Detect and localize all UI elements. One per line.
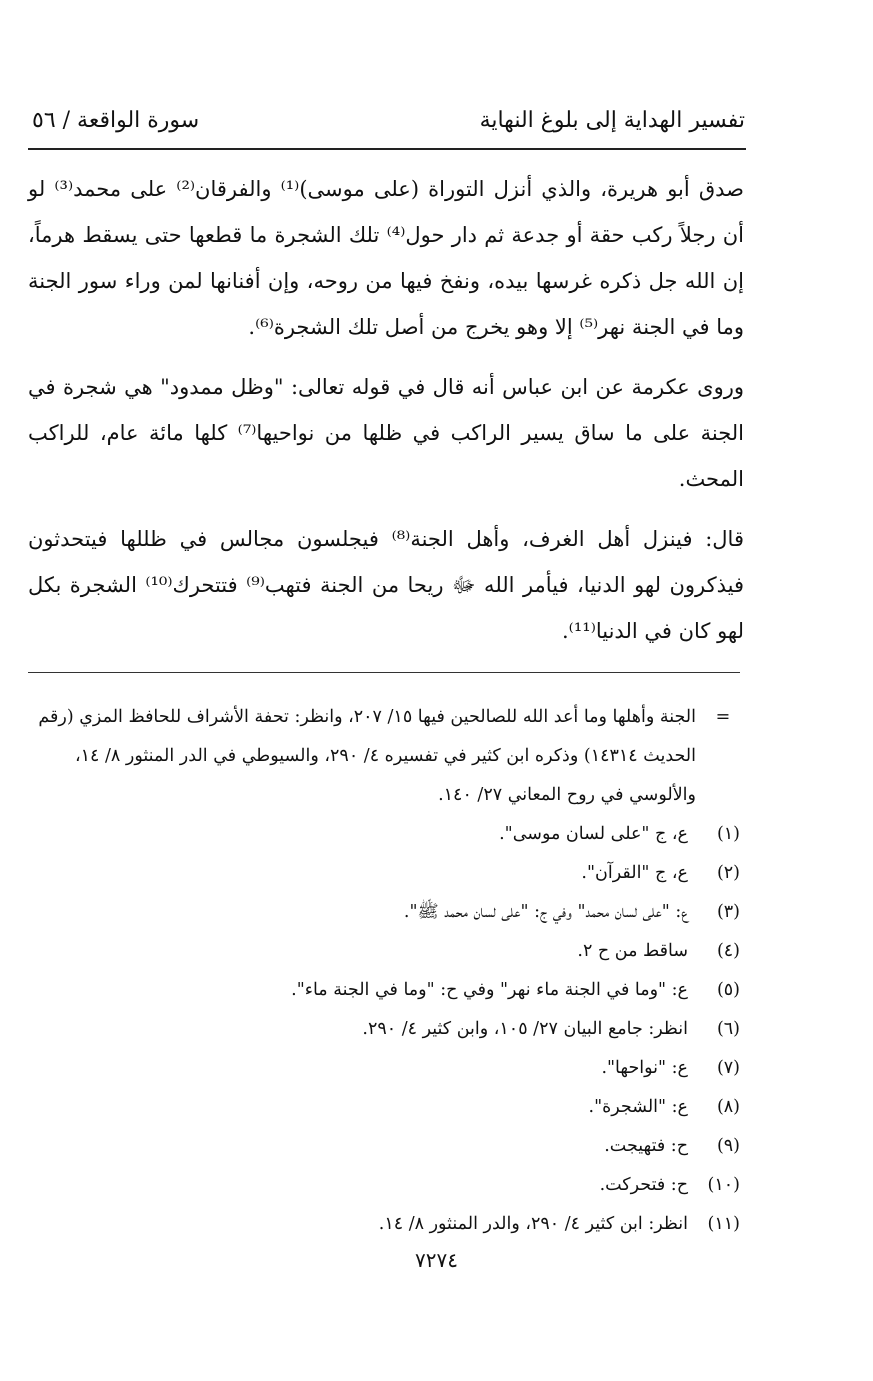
footnote-item: [28, 1088, 740, 1127]
footnote-text: انظر: جامع البيان ٢٧/ ١٠٥، وابن كثير ٤/ ٢٩٠.: [362, 1019, 688, 1039]
footnote-item: [28, 1010, 740, 1049]
footnote-text: ح: فتهيجت.: [604, 1136, 688, 1156]
footnote-number: (٩): [716, 1136, 740, 1156]
footnote-separator: [28, 672, 740, 673]
footnote-item: [28, 815, 740, 854]
header-rule: [28, 148, 746, 150]
page-number: ٧٢٧٤: [415, 1248, 458, 1272]
footnotes: [28, 698, 740, 1244]
footnote-number: (٨): [716, 1097, 740, 1117]
footnote-item: [28, 854, 740, 893]
footnote-number: (٧): [716, 1058, 740, 1078]
footnote-item: [28, 1166, 740, 1205]
footnote-text: ع: "نواحها".: [601, 1058, 688, 1078]
continuation-mark: =: [715, 707, 731, 727]
main-text: [28, 166, 744, 668]
continuation-text: الجنة وأهلها وما أعد الله للصالحين فيها ١٥/ ٢٠٧، وانظر: تحفة الأشراف للحافظ المزي (رقم الحديث ١٤٣١٤) وذكره ابن كثير في تفسيره ٤/ ٢٩٠، والسيوطي في الدر المنثور ٨/ ١٤، والألوسي في روح المعاني ٢٧/ ١٤٠.: [38, 707, 696, 805]
footnote-item: [28, 1205, 740, 1244]
footnote-item: [28, 1127, 740, 1166]
chapter-label: سورة الواقعة / ٥٦: [32, 108, 200, 133]
footnote-number: (٦): [716, 1019, 740, 1039]
footnote-text: ع: "الشجرة".: [588, 1097, 688, 1117]
paragraph: صدق أبو هريرة، والذي أنزل التوراة (على موسى)⁽¹⁾ والفرقان⁽²⁾ على محمد⁽³⁾ لو أن رجلاً ركب حقة أو جدعة ثم دار حول⁽⁴⁾ تلك الشجرة ما قطعها حتى يسقط هرماً، إن الله جل ذكره غرسها بيده، ونفخ فيها من روحه، وإن أفنانها لمن وراء سور الجنة وما في الجنة نهر⁽⁵⁾ إلا وهو يخرج من أصل تلك الشجرة⁽⁶⁾.: [28, 177, 744, 339]
footnote-item: [28, 971, 740, 1010]
running-header: [32, 108, 745, 148]
footnote-text: انظر: ابن كثير ٤/ ٢٩٠، والدر المنثور ٨/ ١٤.: [378, 1214, 688, 1234]
footnote-text: ع، ج "على لسان موسى".: [499, 824, 688, 844]
footnote-text: ساقط من ح ٢.: [577, 941, 688, 961]
book-title: تفسير الهداية إلى بلوغ النهاية: [479, 108, 745, 133]
footnote-text: ح: فتحركت.: [599, 1175, 688, 1195]
footnote-text: ع، ج "القرآن".: [581, 863, 688, 883]
footnote-text: ع: "وما في الجنة ماء نهر" وفي ح: "وما في الجنة ماء".: [291, 980, 688, 1000]
paragraph: قال: فينزل أهل الغرف، وأهل الجنة⁽⁸⁾ فيجلسون مجالس في ظللها فيتحدثون فيذكرون لهو الدنيا، فيأمر الله ﷻ ريحا من الجنة فتهب⁽⁹⁾ فتتحرك⁽¹⁰⁾ الشجرة بكل لهو كان في الدنيا⁽¹¹⁾.: [28, 527, 744, 643]
footnote-item: [28, 893, 740, 932]
footnote-number: (٣): [716, 902, 740, 922]
footnote-continuation: [28, 698, 740, 815]
footnote-item: [28, 932, 740, 971]
footnote-number: (٢): [716, 863, 740, 883]
footnote-number: (١١): [707, 1214, 740, 1234]
footnote-item: [28, 1049, 740, 1088]
footnote-number: (١): [716, 824, 740, 844]
paragraph: وروى عكرمة عن ابن عباس أنه قال في قوله تعالى: "وظل ممدود" هي شجرة في الجنة على ما ساق يسير الراكب في ظلها من نواحيها⁽⁷⁾ كلها مائة عام، للراكب المحث.: [28, 375, 744, 491]
footnote-number: (٤): [716, 941, 740, 961]
footnote-number: (٥): [716, 980, 740, 1000]
footnote-text: ع: "على لسان محمد" وفي ج: "على لسان محمد ﷺ".: [403, 902, 688, 922]
footnote-number: (١٠): [707, 1175, 740, 1195]
